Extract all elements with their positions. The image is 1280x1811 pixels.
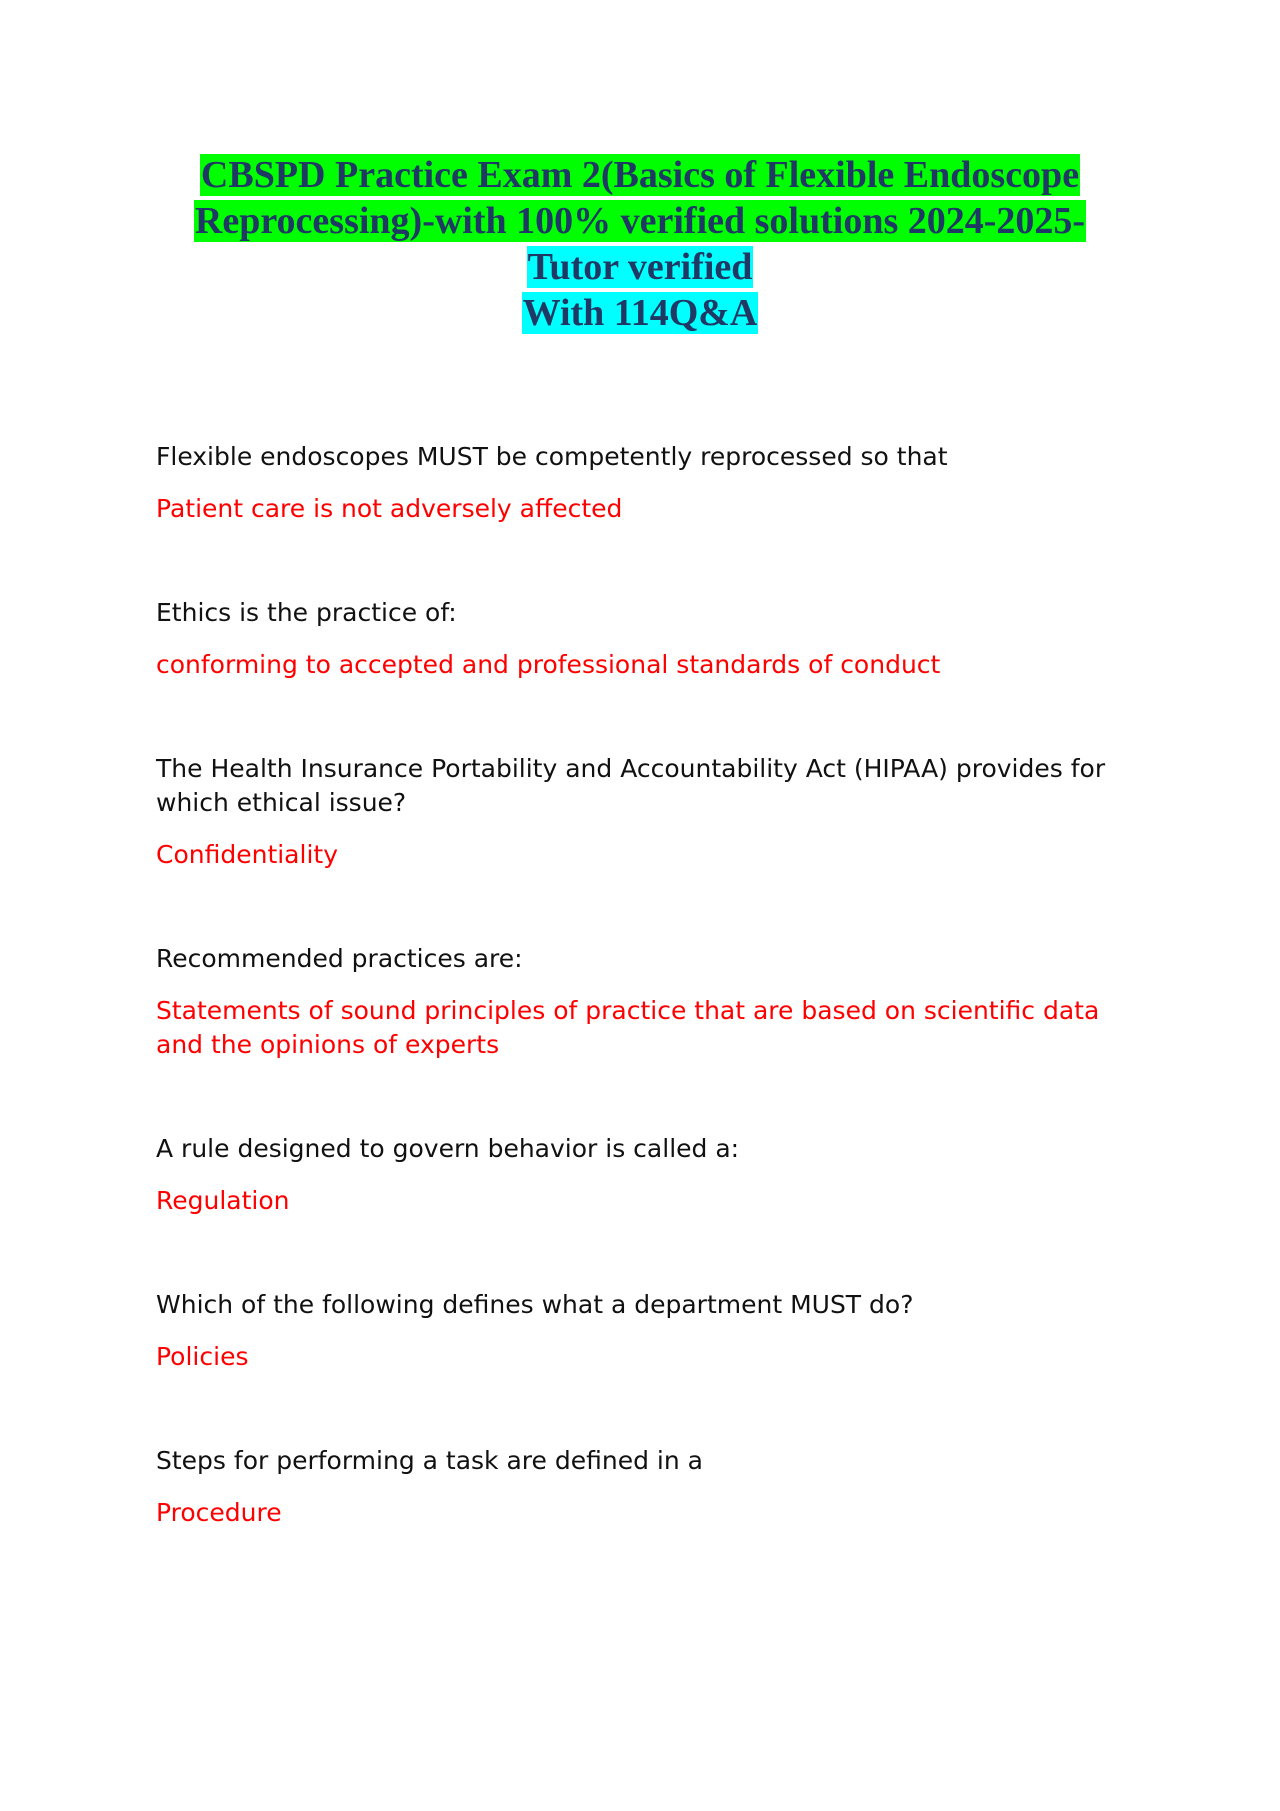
qa-item [156,942,1116,1062]
answer-text: Procedure [156,1498,282,1527]
question-text: Steps for performing a task are defined in a [156,1446,703,1475]
answer-text: Statements of sound principles of practice that are based on scientific data and the opinions of experts [156,996,1100,1059]
question-text: Ethics is the practice of: [156,598,457,627]
question-text: Flexible endoscopes MUST be competently reprocessed so that [156,442,948,471]
qa-item [156,1444,1116,1530]
qa-item [156,440,1116,526]
qa-item [156,752,1116,872]
answer-text: Confidentiality [156,840,338,869]
answer-text: conforming to accepted and professional standards of conduct [156,650,941,679]
question-text: A rule designed to govern behavior is called a: [156,1134,740,1163]
title-line-3: Tutor verified [527,246,753,288]
qa-item [156,596,1116,682]
answer-text: Policies [156,1342,249,1371]
qa-item [156,1288,1116,1374]
document-title [130,152,1150,336]
question-text: The Health Insurance Portability and Accountability Act (HIPAA) provides for which ethical issue? [156,754,1106,817]
qa-list [156,440,1116,1600]
qa-item [156,1132,1116,1218]
title-line-1: CBSPD Practice Exam 2(Basics of Flexible Endoscope [200,154,1080,196]
title-line-2: Reprocessing)-with 100% verified solutions 2024-2025- [194,200,1086,242]
answer-text: Regulation [156,1186,290,1215]
answer-text: Patient care is not adversely affected [156,494,623,523]
question-text: Recommended practices are: [156,944,523,973]
question-text: Which of the following defines what a department MUST do? [156,1290,914,1319]
title-line-4: With 114Q&A [522,292,758,334]
